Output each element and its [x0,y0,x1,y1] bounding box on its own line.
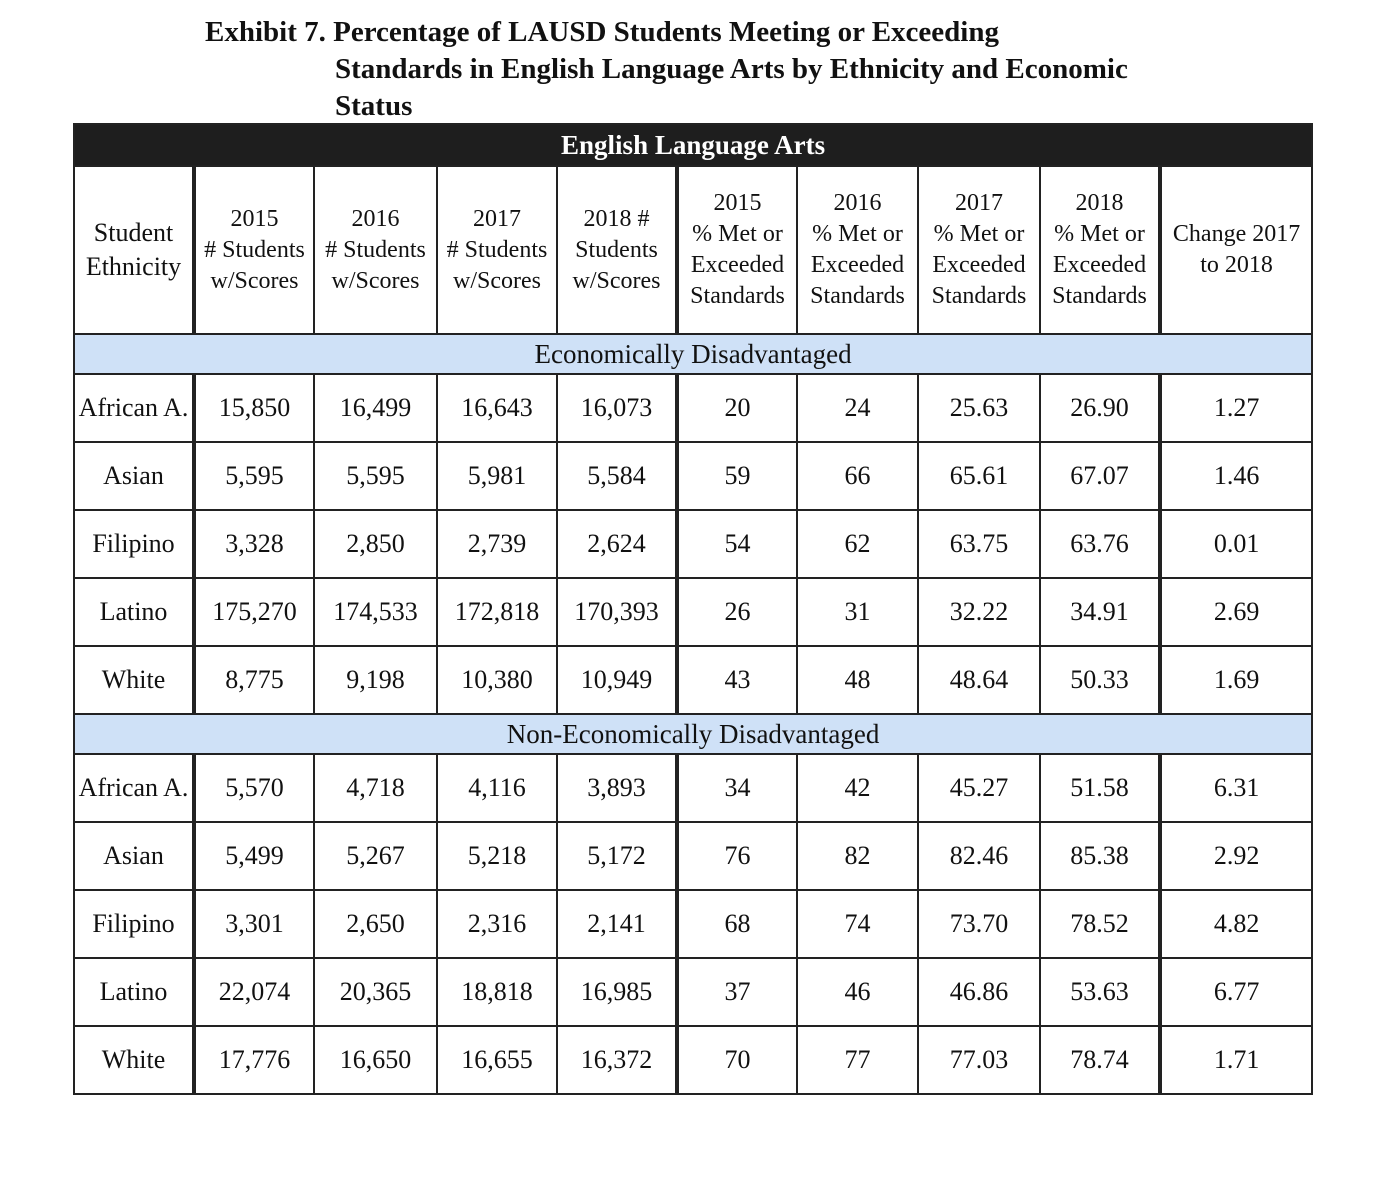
table-row [74,1026,1312,1094]
column-header-line: Standards [810,283,905,309]
value-cell: 174,533 [314,578,437,646]
column-header-line: % Met or [933,221,1025,247]
table-banner: English Language Arts [74,124,1312,166]
value-cell: 78.52 [1040,890,1160,958]
value-cell: 10,949 [557,646,677,714]
value-cell: 2,850 [314,510,437,578]
value-cell: 59 [677,442,797,510]
value-cell: 37 [677,958,797,1026]
value-cell: 51.58 [1040,754,1160,822]
column-header-line: Ethnicity [85,252,182,281]
value-cell: 3,301 [194,890,314,958]
value-cell: 48.64 [918,646,1040,714]
column-header-line: # Students [325,236,426,263]
value-cell: 4,116 [437,754,557,822]
column-header-line: w/Scores [210,267,299,294]
value-cell: 5,570 [194,754,314,822]
column-header-0 [74,166,194,334]
value-cell: 85.38 [1040,822,1160,890]
column-header-3 [437,166,557,334]
value-cell: 63.75 [918,510,1040,578]
value-cell: 70 [677,1026,797,1094]
value-cell: 50.33 [1040,646,1160,714]
title-line-1: Exhibit 7. Percentage of LAUSD Students Meeting or Exceeding [205,16,999,48]
ethnicity-cell: Latino [74,578,194,646]
value-cell: 32.22 [918,578,1040,646]
column-header-5 [677,166,797,334]
value-cell: 9,198 [314,646,437,714]
column-header-line: 2017 [473,205,521,232]
value-cell: 15,850 [194,374,314,442]
title-line-2: Standards in English Language Arts by Ethnicity and Economic [335,53,1128,85]
column-header-line: Exceeded [932,252,1026,278]
value-cell: 2,650 [314,890,437,958]
section-title: Non-Economically Disadvantaged [74,714,1312,754]
value-cell: 5,595 [194,442,314,510]
value-cell: 2,316 [437,890,557,958]
value-cell: 5,499 [194,822,314,890]
value-cell: 18,818 [437,958,557,1026]
value-cell: 63.76 [1040,510,1160,578]
value-cell: 1.27 [1160,374,1312,442]
value-cell: 66 [797,442,918,510]
column-header-line: Standards [931,283,1027,309]
value-cell: 78.74 [1040,1026,1160,1094]
table-row [74,510,1312,578]
value-cell: 1.71 [1160,1026,1312,1094]
column-header-line: # Students [446,236,548,263]
value-cell: 25.63 [918,374,1040,442]
value-cell: 54 [677,510,797,578]
value-cell: 2,141 [557,890,677,958]
column-header-line: % Met or [812,221,903,247]
value-cell: 82 [797,822,918,890]
column-header-4 [557,166,677,334]
value-cell: 2,739 [437,510,557,578]
value-cell: 73.70 [918,890,1040,958]
table-row [74,890,1312,958]
ela-table [73,123,1313,1095]
column-header-line: Exceeded [810,252,905,278]
value-cell: 2.92 [1160,822,1312,890]
value-cell: 34 [677,754,797,822]
value-cell: 24 [797,374,918,442]
ethnicity-cell: Filipino [74,510,194,578]
value-cell: 77.03 [918,1026,1040,1094]
value-cell: 5,218 [437,822,557,890]
value-cell: 5,267 [314,822,437,890]
value-cell: 1.46 [1160,442,1312,510]
value-cell: 16,650 [314,1026,437,1094]
exhibit-title [205,14,1305,125]
column-header-line: # Students [204,236,305,263]
value-cell: 175,270 [194,578,314,646]
ethnicity-cell: Asian [74,822,194,890]
value-cell: 6.31 [1160,754,1312,822]
value-cell: 2.69 [1160,578,1312,646]
value-cell: 53.63 [1040,958,1160,1026]
value-cell: 34.91 [1040,578,1160,646]
value-cell: 6.77 [1160,958,1312,1026]
value-cell: 22,074 [194,958,314,1026]
title-line-3: Status [335,90,413,122]
value-cell: 16,372 [557,1026,677,1094]
ethnicity-cell: Filipino [74,890,194,958]
column-header-line: 2016 [833,190,882,216]
value-cell: 3,893 [557,754,677,822]
value-cell: 16,643 [437,374,557,442]
value-cell: 1.69 [1160,646,1312,714]
value-cell: 82.46 [918,822,1040,890]
table-row [74,578,1312,646]
column-header-line: Change 2017 [1172,221,1301,247]
column-header-1 [194,166,314,334]
ethnicity-cell: Latino [74,958,194,1026]
section-row [74,334,1312,374]
value-cell: 10,380 [437,646,557,714]
value-cell: 26 [677,578,797,646]
table-row [74,822,1312,890]
table-row [74,646,1312,714]
ethnicity-cell: African A. [74,374,194,442]
value-cell: 8,775 [194,646,314,714]
value-cell: 170,393 [557,578,677,646]
value-cell: 5,584 [557,442,677,510]
column-header-line: % Met or [1054,221,1145,247]
column-header-line: to 2018 [1200,252,1273,278]
column-header-line: 2016 [351,205,400,232]
ethnicity-cell: Asian [74,442,194,510]
column-header-line: 2015 [713,190,762,216]
value-cell: 74 [797,890,918,958]
column-header-row [74,166,1312,334]
value-cell: 5,595 [314,442,437,510]
value-cell: 77 [797,1026,918,1094]
value-cell: 76 [677,822,797,890]
column-header-line: % Met or [692,221,783,247]
value-cell: 16,985 [557,958,677,1026]
column-header-line: Students [575,236,658,263]
column-header-9 [1160,166,1312,334]
table-body [74,334,1312,1094]
value-cell: 26.90 [1040,374,1160,442]
column-header-line: Exceeded [1052,252,1147,278]
value-cell: 45.27 [918,754,1040,822]
table-row [74,374,1312,442]
value-cell: 17,776 [194,1026,314,1094]
value-cell: 43 [677,646,797,714]
column-header-line: Student [93,218,174,247]
value-cell: 48 [797,646,918,714]
value-cell: 20,365 [314,958,437,1026]
value-cell: 16,073 [557,374,677,442]
column-header-line: Standards [690,283,785,309]
column-header-line: 2018 [1075,190,1124,216]
column-header-line: w/Scores [331,267,420,294]
column-header-line: 2018 # [583,205,650,232]
section-title: Economically Disadvantaged [74,334,1312,374]
column-header-line: Exceeded [690,252,785,278]
column-header-line: w/Scores [453,267,541,294]
value-cell: 31 [797,578,918,646]
column-header-line: w/Scores [572,267,661,294]
column-header-8 [1040,166,1160,334]
column-header-6 [797,166,918,334]
column-header-2 [314,166,437,334]
value-cell: 4,718 [314,754,437,822]
section-row [74,714,1312,754]
value-cell: 16,655 [437,1026,557,1094]
table-row [74,442,1312,510]
value-cell: 67.07 [1040,442,1160,510]
value-cell: 3,328 [194,510,314,578]
table-row [74,958,1312,1026]
value-cell: 46.86 [918,958,1040,1026]
value-cell: 42 [797,754,918,822]
value-cell: 5,172 [557,822,677,890]
value-cell: 4.82 [1160,890,1312,958]
column-header-line: Standards [1052,283,1147,309]
value-cell: 16,499 [314,374,437,442]
value-cell: 172,818 [437,578,557,646]
value-cell: 5,981 [437,442,557,510]
column-header-line: 2015 [230,205,279,232]
value-cell: 0.01 [1160,510,1312,578]
value-cell: 46 [797,958,918,1026]
column-header-line: 2017 [955,190,1003,216]
column-header-7 [918,166,1040,334]
value-cell: 65.61 [918,442,1040,510]
value-cell: 20 [677,374,797,442]
ethnicity-cell: White [74,1026,194,1094]
ethnicity-cell: White [74,646,194,714]
value-cell: 2,624 [557,510,677,578]
ethnicity-cell: African A. [74,754,194,822]
table-row [74,754,1312,822]
value-cell: 68 [677,890,797,958]
value-cell: 62 [797,510,918,578]
